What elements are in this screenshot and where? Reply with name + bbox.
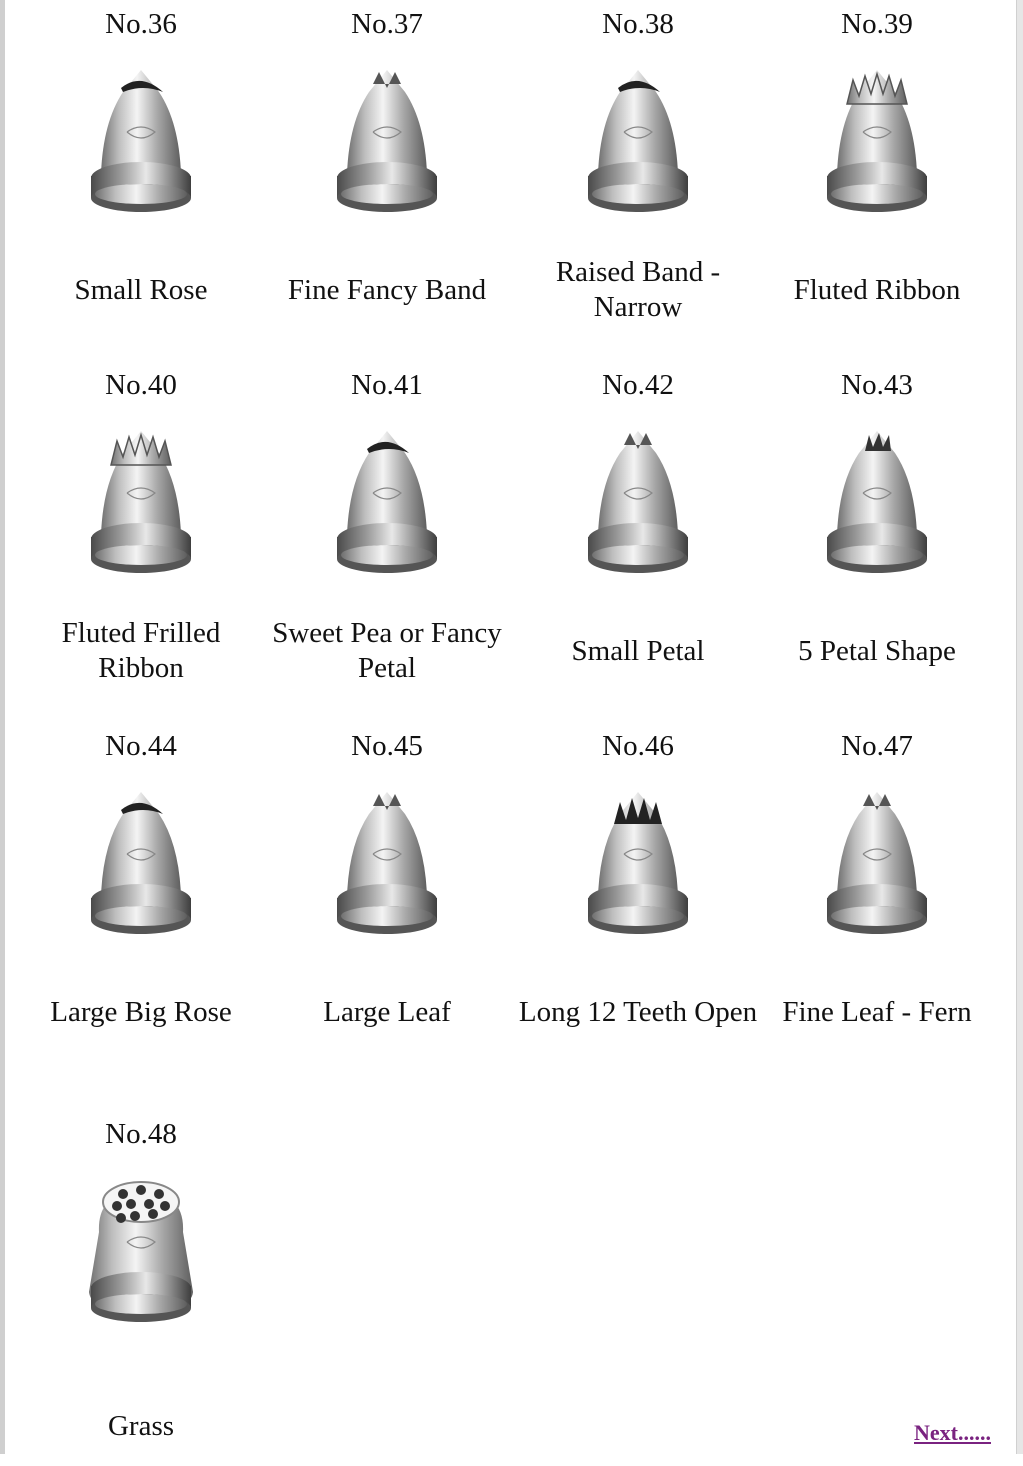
nozzle-number: No.37 (351, 8, 423, 40)
fine-leaf-fern-nozzle-icon (807, 784, 947, 949)
fluted-ribbon-nozzle-icon (807, 62, 947, 227)
nozzle-number: No.44 (105, 730, 177, 762)
nozzle-card (757, 730, 997, 1070)
nozzle-number: No.48 (105, 1118, 177, 1150)
grass-nozzle-icon (71, 1172, 211, 1337)
nozzle-name: Long 12 Teeth Open (518, 995, 758, 1028)
nozzle-name: Large Leaf (323, 995, 451, 1028)
nozzle-number: No.36 (105, 8, 177, 40)
nozzle-card (267, 8, 507, 348)
large-leaf-nozzle-icon (317, 784, 457, 949)
nozzle-name: Large Big Rose (50, 995, 232, 1028)
nozzle-number: No.41 (351, 369, 423, 401)
large-big-rose-nozzle-icon (71, 784, 211, 949)
fine-fancy-band-nozzle-icon (317, 62, 457, 227)
nozzle-name: Small Rose (74, 273, 208, 306)
raised-band-narrow-nozzle-icon (568, 62, 708, 227)
nozzle-name: Fluted Ribbon (793, 273, 961, 306)
nozzle-card (21, 1118, 261, 1458)
sweet-pea-nozzle-icon (317, 423, 457, 588)
small-petal-nozzle-icon (568, 423, 708, 588)
nozzle-name: Sweet Pea or Fancy Petal (272, 617, 502, 684)
long-12-teeth-nozzle-icon (568, 784, 708, 949)
nozzle-card (21, 8, 261, 348)
nozzle-name: Grass (107, 1409, 175, 1442)
nozzle-card (518, 8, 758, 348)
nozzle-card (21, 730, 261, 1070)
nozzle-number: No.47 (841, 730, 913, 762)
nozzle-number: No.46 (602, 730, 674, 762)
nozzle-card (757, 369, 997, 709)
small-rose-nozzle-icon (71, 62, 211, 227)
nozzle-name: Raised Band - Narrow (555, 256, 721, 323)
nozzle-number: No.40 (105, 369, 177, 401)
nozzle-name: Small Petal (571, 634, 705, 667)
nozzle-number: No.39 (841, 8, 913, 40)
right-scrollbar-edge[interactable] (1016, 0, 1023, 1454)
left-frame-border (0, 0, 5, 1454)
nozzle-name: Fine Fancy Band (287, 273, 487, 306)
nozzle-number: No.43 (841, 369, 913, 401)
nozzle-name: Fluted Frilled Ribbon (61, 617, 221, 684)
nozzle-card (267, 369, 507, 709)
nozzle-card (757, 8, 997, 348)
nozzle-name: Fine Leaf - Fern (782, 995, 972, 1028)
next-page-link[interactable]: Next...... (914, 1420, 991, 1445)
nozzle-number: No.38 (602, 8, 674, 40)
nozzle-card (267, 730, 507, 1070)
nozzle-card (518, 730, 758, 1070)
fluted-frilled-ribbon-nozzle-icon (71, 423, 211, 588)
nozzle-card (21, 369, 261, 709)
nozzle-number: No.42 (602, 369, 674, 401)
nozzle-name: 5 Petal Shape (798, 634, 956, 667)
nozzle-number: No.45 (351, 730, 423, 762)
five-petal-nozzle-icon (807, 423, 947, 588)
nozzle-card (518, 369, 758, 709)
